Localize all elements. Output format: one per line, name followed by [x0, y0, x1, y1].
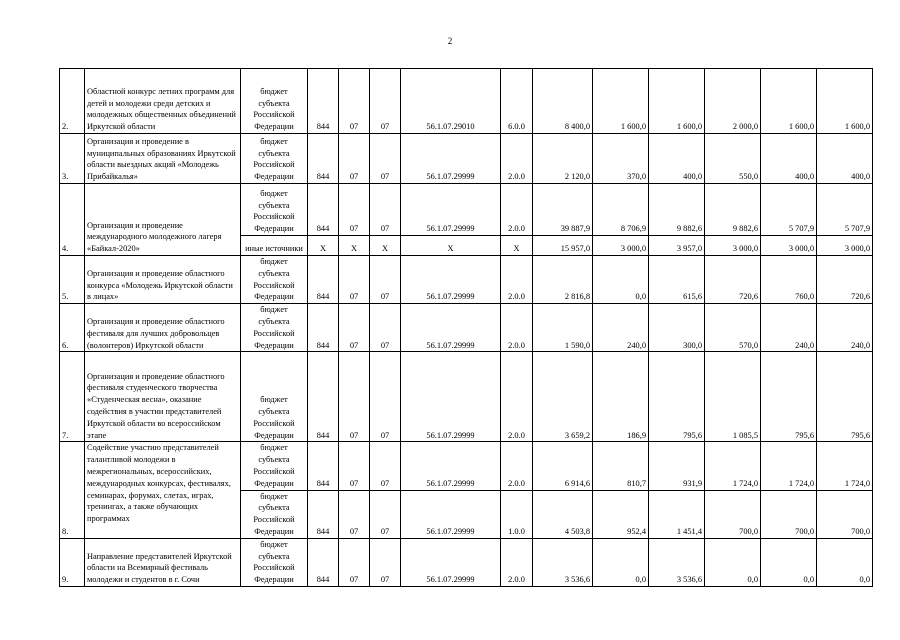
cell-rz: 07	[339, 134, 370, 184]
cell-y2016: 0,0	[593, 256, 649, 304]
cell-csr: 56.1.07.29999	[401, 134, 501, 184]
funding-source-line: Федерации	[254, 224, 294, 234]
cell-rz: 07	[339, 352, 370, 442]
cell-y2017: 931,9	[649, 442, 705, 490]
cell-y2019: 795,6	[761, 352, 817, 442]
funding-source-line: субъекта	[258, 316, 290, 326]
funding-source	[241, 134, 308, 184]
activity-name: Организация и проведение международного молодежного лагеря «Байкал-2020»	[85, 184, 241, 256]
table-row	[60, 184, 873, 236]
table-row	[60, 256, 873, 304]
cell-total: 6 914,6	[533, 442, 593, 490]
cell-grbs: 844	[308, 352, 339, 442]
table-row	[60, 442, 873, 490]
cell-csr: 56.1.07.29999	[401, 352, 501, 442]
funding-source-line: Федерации	[254, 340, 294, 350]
cell-y2018: 3 000,0	[705, 236, 761, 256]
funding-source	[241, 69, 308, 134]
funding-source-line: бюджет	[260, 136, 288, 146]
funding-source-line: субъекта	[258, 551, 290, 561]
cell-vr: 1.0.0	[501, 490, 533, 538]
funding-source-line: бюджет	[260, 443, 288, 453]
activity-name: Организация и проведение областного конкурса «Молодежь Иркутской области в лицах»	[85, 256, 241, 304]
funding-source-line: Российской	[253, 328, 295, 338]
activity-name: Организация и проведение областного фестиваля для лучших добровольцев (волонтеров) Иркутской области	[85, 304, 241, 352]
cell-pr: 07	[370, 69, 401, 134]
cell-y2018: 2 000,0	[705, 69, 761, 134]
cell-total: 2 120,0	[533, 134, 593, 184]
cell-y2020: 720,6	[817, 256, 873, 304]
cell-rz: Х	[339, 236, 370, 256]
cell-y2016: 0,0	[593, 538, 649, 586]
funding-source-line: иные источники	[245, 244, 303, 254]
cell-pr: 07	[370, 538, 401, 586]
cell-vr: 2.0.0	[501, 304, 533, 352]
cell-grbs: 844	[308, 490, 339, 538]
cell-y2018: 0,0	[705, 538, 761, 586]
cell-y2017: 9 882,6	[649, 184, 705, 236]
cell-y2019: 1 724,0	[761, 442, 817, 490]
cell-y2018: 570,0	[705, 304, 761, 352]
cell-grbs: 844	[308, 538, 339, 586]
cell-y2017: 300,0	[649, 304, 705, 352]
table-row	[60, 69, 873, 134]
cell-rz: 07	[339, 69, 370, 134]
cell-pr: 07	[370, 134, 401, 184]
cell-y2019: 400,0	[761, 134, 817, 184]
row-number: 8.	[60, 442, 85, 538]
funding-source-line: субъекта	[258, 98, 290, 108]
cell-grbs: 844	[308, 134, 339, 184]
cell-grbs: 844	[308, 256, 339, 304]
cell-pr: 07	[370, 352, 401, 442]
funding-source	[241, 184, 308, 236]
table-row	[60, 352, 873, 442]
funding-source	[241, 442, 308, 490]
cell-csr: 56.1.07.29999	[401, 538, 501, 586]
row-number: 4.	[60, 184, 85, 256]
cell-y2016: 240,0	[593, 304, 649, 352]
funding-source-line: бюджет	[260, 188, 288, 198]
funding-source-line: Федерации	[254, 430, 294, 440]
funding-source-line: Федерации	[254, 122, 294, 132]
cell-y2019: 700,0	[761, 490, 817, 538]
funding-source	[241, 236, 308, 256]
cell-total: 4 503,8	[533, 490, 593, 538]
activity-name: Направление представителей Иркутской области на Всемирный фестиваль молодежи и студентов в г. Сочи	[85, 538, 241, 586]
cell-rz: 07	[339, 184, 370, 236]
row-number: 9.	[60, 538, 85, 586]
cell-y2016: 8 706,9	[593, 184, 649, 236]
cell-y2019: 1 600,0	[761, 69, 817, 134]
cell-vr: 2.0.0	[501, 442, 533, 490]
cell-y2017: 1 600,0	[649, 69, 705, 134]
cell-y2020: 400,0	[817, 134, 873, 184]
cell-pr: Х	[370, 236, 401, 256]
cell-y2016: 810,7	[593, 442, 649, 490]
cell-total: 8 400,0	[533, 69, 593, 134]
cell-total: 1 590,0	[533, 304, 593, 352]
funding-source-line: бюджет	[260, 539, 288, 549]
cell-total: 2 816,8	[533, 256, 593, 304]
row-number: 3.	[60, 134, 85, 184]
funding-source-line: субъекта	[258, 148, 290, 158]
funding-source-line: бюджет	[260, 491, 288, 501]
cell-y2017: 3 957,0	[649, 236, 705, 256]
cell-y2018: 700,0	[705, 490, 761, 538]
cell-vr: 6.0.0	[501, 69, 533, 134]
cell-y2020: 0,0	[817, 538, 873, 586]
cell-y2018: 9 882,6	[705, 184, 761, 236]
cell-y2020: 1 600,0	[817, 69, 873, 134]
cell-vr: Х	[501, 236, 533, 256]
row-number: 6.	[60, 304, 85, 352]
cell-csr: Х	[401, 236, 501, 256]
cell-rz: 07	[339, 442, 370, 490]
table-row	[60, 538, 873, 586]
cell-y2017: 1 451,4	[649, 490, 705, 538]
cell-y2016: 952,4	[593, 490, 649, 538]
cell-csr: 56.1.07.29010	[401, 69, 501, 134]
cell-y2018: 550,0	[705, 134, 761, 184]
cell-y2019: 5 707,9	[761, 184, 817, 236]
cell-y2016: 186,9	[593, 352, 649, 442]
cell-y2016: 3 000,0	[593, 236, 649, 256]
cell-y2020: 5 707,9	[817, 184, 873, 236]
cell-y2020: 795,6	[817, 352, 873, 442]
cell-y2018: 1 724,0	[705, 442, 761, 490]
funding-source-line: субъекта	[258, 455, 290, 465]
cell-y2020: 1 724,0	[817, 442, 873, 490]
cell-y2019: 0,0	[761, 538, 817, 586]
cell-rz: 07	[339, 256, 370, 304]
funding-source	[241, 352, 308, 442]
cell-pr: 07	[370, 256, 401, 304]
table-row	[60, 304, 873, 352]
page-number: 2	[447, 36, 453, 46]
funding-source-line: бюджет	[260, 395, 288, 405]
table-row	[60, 134, 873, 184]
funding-source-line: Российской	[253, 280, 295, 290]
funding-source-line: бюджет	[260, 305, 288, 315]
funding-source	[241, 490, 308, 538]
cell-y2018: 720,6	[705, 256, 761, 304]
funding-source	[241, 304, 308, 352]
cell-y2017: 400,0	[649, 134, 705, 184]
funding-source-line: Российской	[253, 563, 295, 573]
funding-source-line: бюджет	[260, 257, 288, 266]
cell-total: 3 659,2	[533, 352, 593, 442]
funding-source-line: субъекта	[258, 268, 290, 278]
cell-y2019: 760,0	[761, 256, 817, 304]
funding-source-line: Российской	[253, 418, 295, 428]
cell-csr: 56.1.07.29999	[401, 442, 501, 490]
cell-y2016: 1 600,0	[593, 69, 649, 134]
cell-grbs: 844	[308, 184, 339, 236]
cell-rz: 07	[339, 304, 370, 352]
funding-source-line: бюджет	[260, 86, 288, 96]
funding-source-line: Российской	[253, 160, 295, 170]
cell-vr: 2.0.0	[501, 352, 533, 442]
cell-y2018: 1 085,5	[705, 352, 761, 442]
activity-name: Областной конкурс летних программ для детей и молодежи среди детских и молодежных общественных объединений Иркутской области	[85, 69, 241, 134]
cell-y2017: 795,6	[649, 352, 705, 442]
funding-source-line: субъекта	[258, 503, 290, 513]
cell-y2017: 615,6	[649, 256, 705, 304]
funding-source	[241, 256, 308, 304]
cell-grbs: 844	[308, 69, 339, 134]
cell-y2020: 240,0	[817, 304, 873, 352]
funding-source-line: Российской	[253, 110, 295, 120]
cell-csr: 56.1.07.29999	[401, 490, 501, 538]
row-number: 5.	[60, 256, 85, 304]
cell-pr: 07	[370, 304, 401, 352]
cell-vr: 2.0.0	[501, 184, 533, 236]
row-number: 7.	[60, 352, 85, 442]
cell-rz: 07	[339, 490, 370, 538]
cell-total: 15 957,0	[533, 236, 593, 256]
activity-name: Организация и проведение областного фестиваля студенческого творчества «Студенческая весна», оказание содействия в участии представителей Иркутской области во всероссийском этапе	[85, 352, 241, 442]
cell-y2017: 3 536,6	[649, 538, 705, 586]
activity-name: Содействие участию представителей талантливой молодежи в межрегиональных, всероссийских, международных конкурсах, фестивалях, семинарах, форумах, слетах, играх, тренингах, а также обучающих программах	[85, 442, 241, 538]
cell-total: 3 536,6	[533, 538, 593, 586]
cell-csr: 56.1.07.29999	[401, 304, 501, 352]
funding-source-line: Российской	[253, 212, 295, 222]
cell-csr: 56.1.07.29999	[401, 184, 501, 236]
funding-source-line: Федерации	[254, 575, 294, 585]
cell-vr: 2.0.0	[501, 256, 533, 304]
cell-y2019: 240,0	[761, 304, 817, 352]
cell-grbs: 844	[308, 442, 339, 490]
funding-source-line: субъекта	[258, 406, 290, 416]
funding-source-line: Федерации	[254, 292, 294, 302]
cell-y2019: 3 000,0	[761, 236, 817, 256]
funding-source-line: субъекта	[258, 200, 290, 210]
funding-source-line: Федерации	[254, 172, 294, 182]
cell-pr: 07	[370, 184, 401, 236]
cell-y2020: 700,0	[817, 490, 873, 538]
budget-table	[59, 68, 873, 587]
cell-vr: 2.0.0	[501, 134, 533, 184]
row-number: 2.	[60, 69, 85, 134]
cell-total: 39 887,9	[533, 184, 593, 236]
cell-pr: 07	[370, 442, 401, 490]
funding-source-line: Федерации	[254, 478, 294, 488]
funding-source-line: Российской	[253, 515, 295, 525]
cell-csr: 56.1.07.29999	[401, 256, 501, 304]
cell-y2016: 370,0	[593, 134, 649, 184]
funding-source	[241, 538, 308, 586]
cell-y2020: 3 000,0	[817, 236, 873, 256]
cell-grbs: 844	[308, 304, 339, 352]
cell-grbs: Х	[308, 236, 339, 256]
cell-vr: 2.0.0	[501, 538, 533, 586]
activity-name: Организация и проведение в муниципальных образованиях Иркутской области выездных акций «Молодежь Прибайкалья»	[85, 134, 241, 184]
funding-source-line: Федерации	[254, 526, 294, 536]
funding-source-line: Российской	[253, 466, 295, 476]
cell-pr: 07	[370, 490, 401, 538]
cell-rz: 07	[339, 538, 370, 586]
